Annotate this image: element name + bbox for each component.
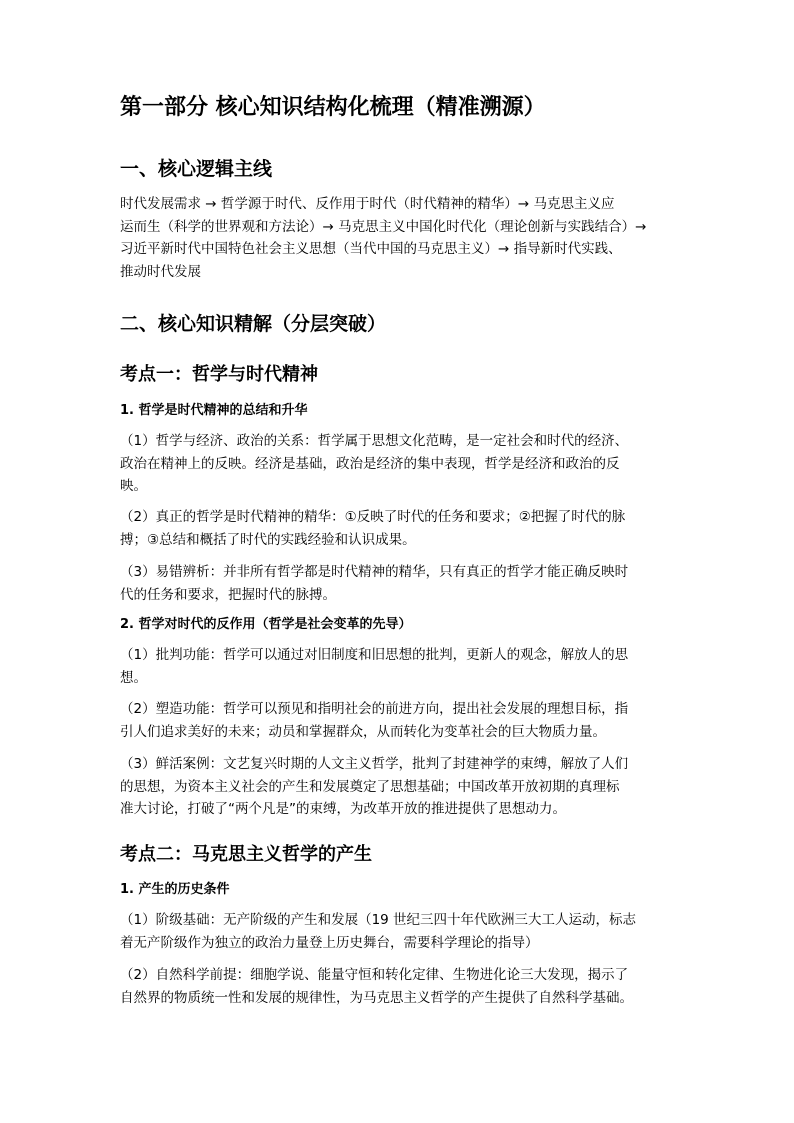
core-logic-paragraph <box>120 193 682 283</box>
section-heading-knowledge: 二、核心知识精解（分层突破） <box>120 313 387 335</box>
text-line: 映。 <box>120 478 147 494</box>
text-line: （1）哲学与经济、政治的关系：哲学属于思想文化范畴，是一定社会和时代的经济、 <box>120 433 629 449</box>
text-line: 搏；③总结和概括了时代的实践经验和认识成果。 <box>120 531 416 548</box>
paragraph-error-analysis <box>120 561 682 606</box>
text-line: 习近平新时代中国特色社会主义思想（当代中国的马克思主义）→ 指导新时代实践、 <box>120 241 622 257</box>
section-heading-core-logic: 一、核心逻辑主线 <box>120 158 273 180</box>
text-line: （3）易错辨析：并非所有哲学都是时代精神的精华，只有真正的哲学才能正确反映时 <box>120 564 629 580</box>
point-heading-philosophy-and-era: 考点一：哲学与时代精神 <box>120 364 318 385</box>
subheading-historical-conditions: 1. 产生的历史条件 <box>120 882 230 897</box>
text-line: 引人们追求美好的未来；动员和掌握群众，从而转化为变革社会的巨大物质力量。 <box>120 723 606 740</box>
text-line: （2）真正的哲学是时代精神的精华：①反映了时代的任务和要求；②把握了时代的脉 <box>120 509 626 525</box>
text-line: （2）自然科学前提：细胞学说、能量守恒和转化定律、生物进化论三大发现，揭示了 <box>120 967 629 983</box>
paragraph-true-philosophy <box>120 506 682 551</box>
paragraph-economy-politics <box>120 430 682 498</box>
text-line: 着无产阶级作为独立的政治力量登上历史舞台，需要科学理论的指导） <box>120 934 539 951</box>
text-line: 想。 <box>120 669 147 686</box>
text-line: 自然界的物质统一性和发展的规律性，为马克思主义哲学的产生提供了自然科学基础。 <box>120 989 633 1006</box>
text-line: 时代发展需求 → 哲学源于时代、反作用于时代（时代精神的精华）→ 马克思主义应 <box>120 196 615 212</box>
paragraph-shaping-function <box>120 698 682 743</box>
text-line: （1）批判功能：哲学可以通过对旧制度和旧思想的批判，更新人的观念，解放人的思 <box>120 647 629 663</box>
text-line: （2）塑造功能：哲学可以预见和指明社会的前进方向，提出社会发展的理想目标，指 <box>120 701 629 717</box>
text-line: 政治在精神上的反映。经济是基础，政治是经济的集中表现，哲学是经济和政治的反 <box>120 455 620 472</box>
subheading-philosophy-summary: 1. 哲学是时代精神的总结和升华 <box>120 403 308 418</box>
text-line: （1）阶级基础：无产阶级的产生和发展（19 世纪三四十年代欧洲三大工人运动，标志 <box>120 912 637 928</box>
subheading-philosophy-reaction: 2. 哲学对时代的反作用（哲学是社会变革的先导） <box>120 617 412 632</box>
point-heading-marxist-philosophy: 考点二：马克思主义哲学的产生 <box>120 844 372 865</box>
text-line: （3）鲜活案例：文艺复兴时期的人文主义哲学，批判了封建神学的束缚，解放了人们 <box>120 756 629 772</box>
paragraph-natural-science <box>120 964 682 1009</box>
text-line: 运而生（科学的世界观和方法论）→ 马克思主义中国化时代化（理论创新与实践结合）→ <box>120 218 647 235</box>
text-line: 准大讨论，打破了“两个凡是”的束缚，为改革开放的推进提供了思想动力。 <box>120 801 566 817</box>
document-title: 第一部分 核心知识结构化梳理（精准溯源） <box>120 95 546 120</box>
text-line: 推动时代发展 <box>120 263 201 280</box>
paragraph-class-basis <box>120 909 682 954</box>
paragraph-vivid-cases <box>120 753 682 821</box>
text-line: 代的任务和要求，把握时代的脉搏。 <box>120 586 336 603</box>
text-line: 的思想，为资本主义社会的产生和发展奠定了思想基础；中国改革开放初期的真理标 <box>120 778 620 795</box>
paragraph-critical-function <box>120 644 682 689</box>
